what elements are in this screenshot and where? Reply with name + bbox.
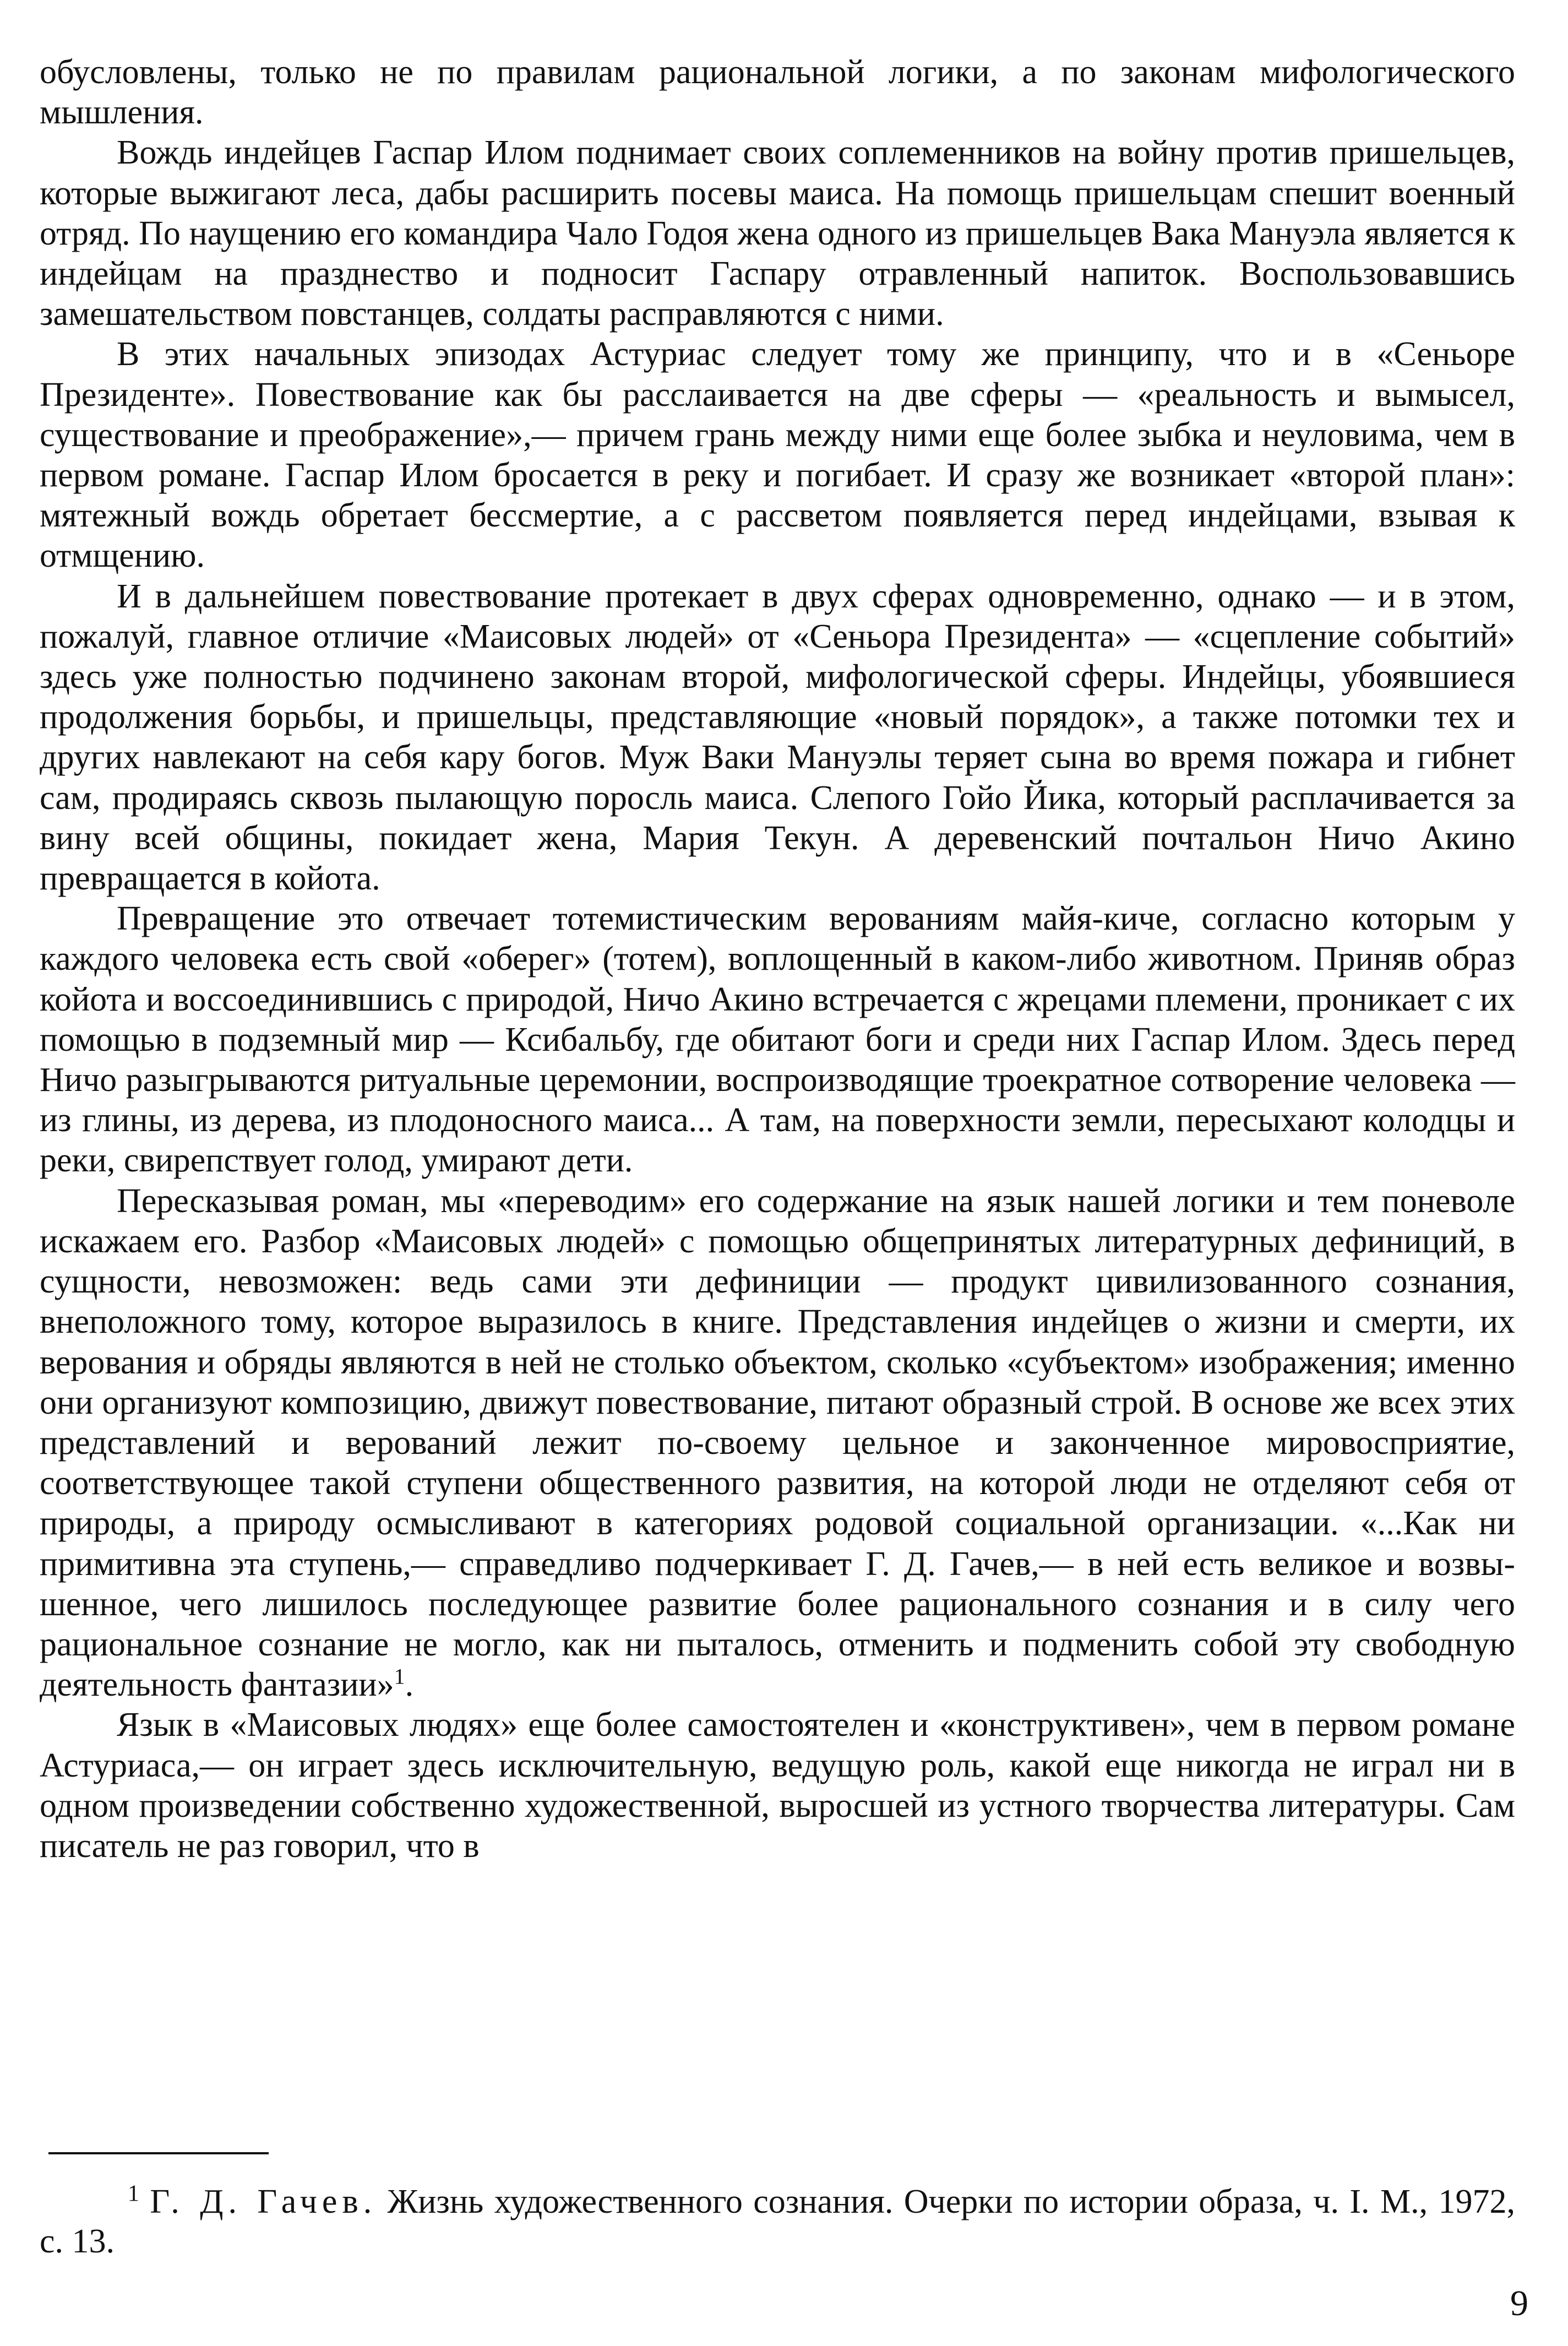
page-number: 9: [1510, 2283, 1528, 2323]
footnote-number: 1: [128, 2181, 139, 2207]
footnote-reference[interactable]: 1: [394, 1664, 405, 1689]
footnote: [40, 2182, 1515, 2261]
paragraph-5: Превращение это отвечает тотемистическим верованиям майя-киче, согласно которым у каждого человека есть свой «оберег» (тотем), воплощенный в каком-либо животном. Приняв образ койота и воссоединившись с природой, Ничо Акино встречается с жрецами племени, проникает с их помощью в подземный мир — Ксибальбу, где обитают боги и среди них Гаспар Илом. Здесь перед Ничо разыгрываются ритуальные церемонии, воспроизводящие троекратное сотворение человека — из глины, из дерева, из плодоносного маиса... А там, на поверхности земли, пересыхают колодцы и реки, свирепствует голод, умирают дети.: [40, 900, 1515, 1180]
paragraph-7: Язык в «Маисовых людях» еще более самостоятелен и «конструктивен», чем в первом романе Астуриаса,— он играет здесь исключительную, ведущую роль, какой еще никогда не играл ни в одном произведении собственно художественной, выросшей из устного творчества литературы. Сам писатель не раз говорил, что в: [40, 1706, 1515, 1865]
paragraph-3: В этих начальных эпизодах Астуриас следует тому же принципу, что и в «Сеньоре Президенте». Повествование как бы расслаивается на две сферы — «реальность и вымысел, существование и преображение»,— причем грань между ними еще более зыбка и неуловима, чем в первом романе. Гаспар Илом бросается в реку и погибает. И сразу же возникает «второй план»: мятежный вождь обретает бессмертие, а с рассветом появляется перед индейцами, взывая к отмщению.: [40, 335, 1515, 575]
footnote-divider: [48, 2152, 269, 2154]
main-text: [40, 52, 1515, 1866]
paragraph-6-text: Пересказывая роман, мы «переводим» его содержание на язык нашей логики и тем поневоле искажаем его. Разбор «Маисовых людей» с помощью общепринятых литературных дефиниций, в сущности, невозможен: ведь сами эти дефиниции — продукт цивилизованного сознания, внеположного тому, которое выразилось в книге. Представления индейцев о жизни и смерти, их верования и обряды являются в ней не столько объектом, сколько «субъектом» изображения; именно они организуют композицию, движут повествование, питают образный строй. В основе же всех этих представлений и верований лежит по-своему цельное и законченное мировосприятие, соответствующее такой ступени общественного развития, на которой люди не отделяют себя от природы, а природу осмысливают в категориях родовой социальной организации. «...Как ни примитивна эта ступень,— справедливо подчеркивает Г. Д. Гачев,— в ней есть великое и возвышенное, чего лишилось последующее развитие более рационального сознания и в силу чего рациональное сознание не могло, как ни пыталось, отменить и подменить собой эту свободную деятельность фантазии»: [40, 1182, 1515, 1704]
paragraph-4: И в дальнейшем повествование протекает в двух сферах одновременно, однако — и в этом, пожалуй, главное отличие «Маисовых людей» от «Сеньора Президента» — «сцепление событий» здесь уже полностью подчинено законам второй, мифологической сферы. Индейцы, убоявшиеся продолжения борьбы, и пришельцы, представляющие «новый порядок», а также потомки тех и других навлекают на себя кару богов. Муж Ваки Мануэлы теряет сына во время пожара и гибнет сам, продираясь сквозь пылающую поросль маиса. Слепого Гойо Йика, который расплачивается за вину всей общины, покидает жена, Мария Текун. А деревенский почтальон Ничо Акино превращается в койота.: [40, 577, 1515, 898]
footnote-text: Жизнь художественного сознания. Очерки по истории образа, ч. I. М., 1972, с. 13.: [40, 2183, 1516, 2260]
paragraph-6: Пересказывая роман, мы «переводим» его содержание на язык нашей логики и тем поневоле искажаем его. Разбор «Маисовых людей» с помощью общепринятых литературных дефиниций, в сущности, невозможен: ведь сами эти дефиниции — продукт цивилизованного сознания, внеположного тому, которое выразилось в книге. Представления индейцев о жизни и смерти, их верования и обряды являются в ней не столько объектом, сколько «субъектом» изображения; именно они организуют композицию, движут повествование, питают образный строй. В основе же всех этих представлений и верований лежит по-своему цельное и законченное мировосприятие, соответствующее такой ступени общественного развития, на которой люди не отделяют себя от природы, а природу осмысливают в категориях родовой социальной организации. «...Как ни примитивна эта ступень,— справедливо подчеркивает Г. Д. Гачев,— в ней есть великое и возвышенное, чего лишилось последующее развитие более рационального сознания и в силу чего рациональное сознание не могло, как ни пыталось, отменить и подменить собой эту свободную деятельность фантазии»$^1$.: [40, 1182, 1515, 1704]
paragraph-1: обусловлены, только не по правилам рациональной логики, а по законам мифологического мышления.: [40, 53, 1515, 132]
paragraph-2: Вождь индейцев Гаспар Илом поднимает своих соплеменников на войну против пришельцев, которые выжигают леса, дабы расширить посевы маиса. На помощь пришельцам спешит военный отряд. По наущению его командира Чало Годоя жена одного из пришельцев Вака Мануэла является к индейцам на празднество и подносит Гаспару отравленный напиток. Воспользовавшись замешательством повстанцев, солдаты расправляются с ними.: [40, 134, 1515, 333]
footnote-author: Г. Д. Гачев.: [150, 2183, 377, 2220]
